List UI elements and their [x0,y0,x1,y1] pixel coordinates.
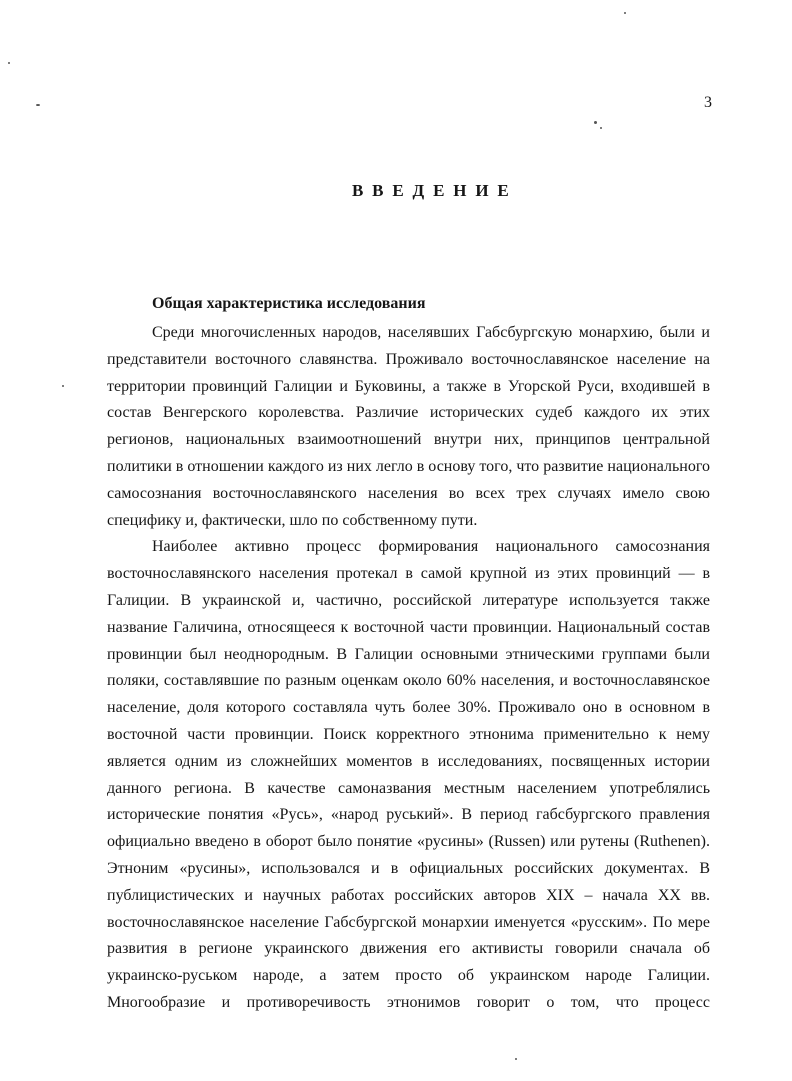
scan-speck [624,12,626,14]
scan-speck [62,385,64,387]
page-number: 3 [704,94,712,111]
scan-speck [515,1058,517,1060]
paragraph: Среди многочисленных народов, населявших Габсбургскую монархию, были и представители восточного славянства. Проживало восточнославянское население на территории провинций Галиции и Буковины, а также в Угорской Руси, входившей в состав Венгерского королевства. Различие исторических судеб каждого их этих регионов, национальных взаимоотношений внутри них, принципов центральной политики в отношении каждого из них легло в основу того, что развитие национального самосознания восточнославянского населения во всех трех случаях имело свою специфику и, фактически, шло по собственному пути. [107,324,710,529]
body-text [107,320,710,1017]
section-heading: Общая характеристика исследования [152,295,426,312]
scan-speck [594,121,597,124]
scan-speck [600,127,602,129]
chapter-title: ВВЕДЕНИЕ [352,181,518,200]
paragraph: Наиболее активно процесс формирования национального самосознания восточнославянского населения протекал в самой крупной из этих провинций — в Галиции. В украинской и, частично, российской литературе используется также название Галичина, относящееся к восточной части провинции. Национальный состав провинции был неоднородным. В Галиции основными этническими группами были поляки, составлявшие по разным оценкам около 60% населения, и восточнославянское население, доля которого составляла чуть более 30%. Проживало оно в основном в восточной части провинции. Поиск корректного этнонима применительно к нему является одним из сложнейших моментов в исследованиях, посвященных истории данного региона. В качестве самоназвания местным населением употреблялись исторические понятия «Русь», «народ руський». В период габсбургского правления официально введено в оборот было понятие «русины» (Russen) или рутены (Ruthenen). Этноним «русины», использовался и в официальных российских документах. В публицистических и научных работах российских авторов XIX – начала XX вв. восточнославянское население Габсбургской монархии именуется «русским». По мере развития в регионе украинского движения его активисты говорили сначала об украинско-руськом народе, а затем просто об украинском народе Галиции. Многообразие и противоречивость этнонимов говорит о том, что процесс [107,538,710,1011]
scan-speck [36,104,40,106]
scan-speck [8,62,10,64]
